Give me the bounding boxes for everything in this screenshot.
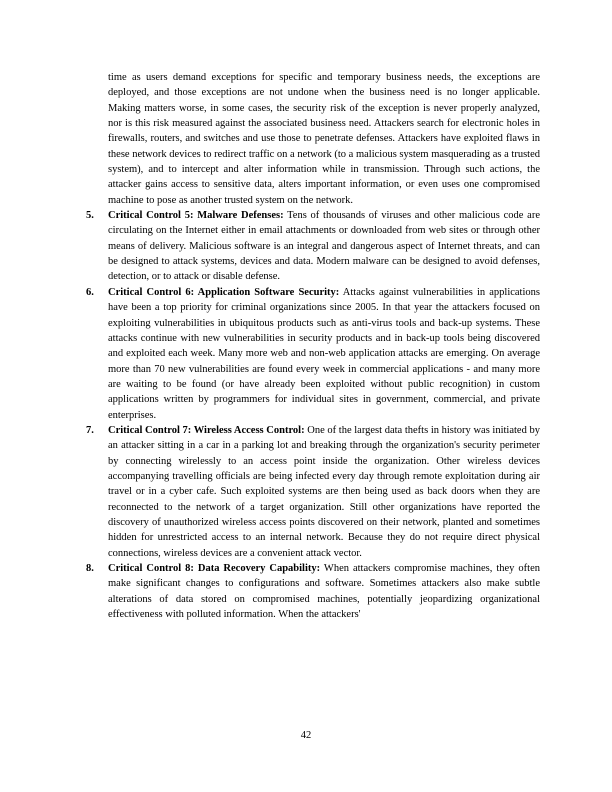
- control-title: Critical Control 6: Application Software Security:: [108, 286, 340, 298]
- control-description: Attacks against vulnerabilities in applications have been a top priority for criminal organizations since 2005. In that year the attackers focused on exploiting vulnerabilities in ubiquitous products such as anti-virus tools and back-up systems. These attacks continue with new vulnerabilities in security products and in back-up tools being discovered and exploited each week. Many more web and non-web application attacks are emerging. On average more than 70 new vulnerabilities are found every week in commercial applications - and many more are waiting to be found (or have already been exploited without public recognition) in custom applications written by programmers for individual sites in government, commercial, and private enterprises.: [108, 286, 540, 421]
- list-item-control-5: [86, 208, 540, 285]
- list-number: 5.: [86, 210, 94, 222]
- page-number: 42: [300, 730, 312, 741]
- list-item-control-8: [86, 561, 540, 622]
- control-title: Critical Control 5: Malware Defenses:: [108, 210, 284, 222]
- control-description: One of the largest data thefts in history was initiated by an attacker sitting in a car in a parking lot and breaking through the organization's security perimeter by connecting wirelessly to an access point inside the organization. Other wireless devices accompanying travelling officials are being infected every day through remote exploitation during air travel or in a cyber cafe. Such exploited systems are then being used as back doors when they are reconnected to the network of a target organization. Still other organizations have reported the discovery of unauthorized wireless access points discovered on their network, planted and sometimes hidden for unrestricted access to an internal network. Because they do not require direct physical connections, wireless devices are a convenient attack vector.: [108, 424, 540, 559]
- critical-controls-list: [86, 208, 540, 622]
- list-item-control-6: [86, 285, 540, 423]
- continued-paragraph: time as users demand exceptions for specific and temporary business needs, the exceptions are deployed, and those exceptions are not undone when the business need is no longer applicable. Making matters worse, in some cases, the security risk of the exception is never properly analyzed, nor is this risk measured against the associated business need. Attackers search for electronic holes in firewalls, routers, and switches and use those to penetrate defenses. Attackers have exploited flaws in these network devices to redirect traffic on a network (to a malicious system masquerading as a trusted system), and to intercept and alter information while in transmission. Through such actions, the attacker gains access to sensitive data, alters important information, or even uses one compromised machine to pose as another trusted system on the network.: [108, 72, 540, 206]
- control-title: Critical Control 7: Wireless Access Control:: [108, 424, 305, 436]
- control-description: When attackers compromise machines, they often make significant changes to configurations and software. Sometimes attackers also make subtle alterations of data stored on compromised machines, potentially jeopardizing organizational effectiveness with polluted information. When the attackers': [108, 563, 540, 621]
- page-body: [86, 70, 540, 622]
- list-number: 8.: [86, 563, 94, 574]
- list-item-control-7: [86, 423, 540, 561]
- list-number: 6.: [86, 286, 94, 298]
- list-number: 7.: [86, 424, 94, 436]
- control-description: Tens of thousands of viruses and other malicious code are circulating on the Internet either in email attachments or downloaded from web sites or through other means of delivery. Malicious software is an integral and dangerous aspect of Internet threats, and can be designed to attack systems, devices and data. Modern malware can be designed to avoid defenses, detection, or to attack or disable defense.: [108, 210, 540, 283]
- control-title: Critical Control 8: Data Recovery Capability:: [108, 563, 321, 574]
